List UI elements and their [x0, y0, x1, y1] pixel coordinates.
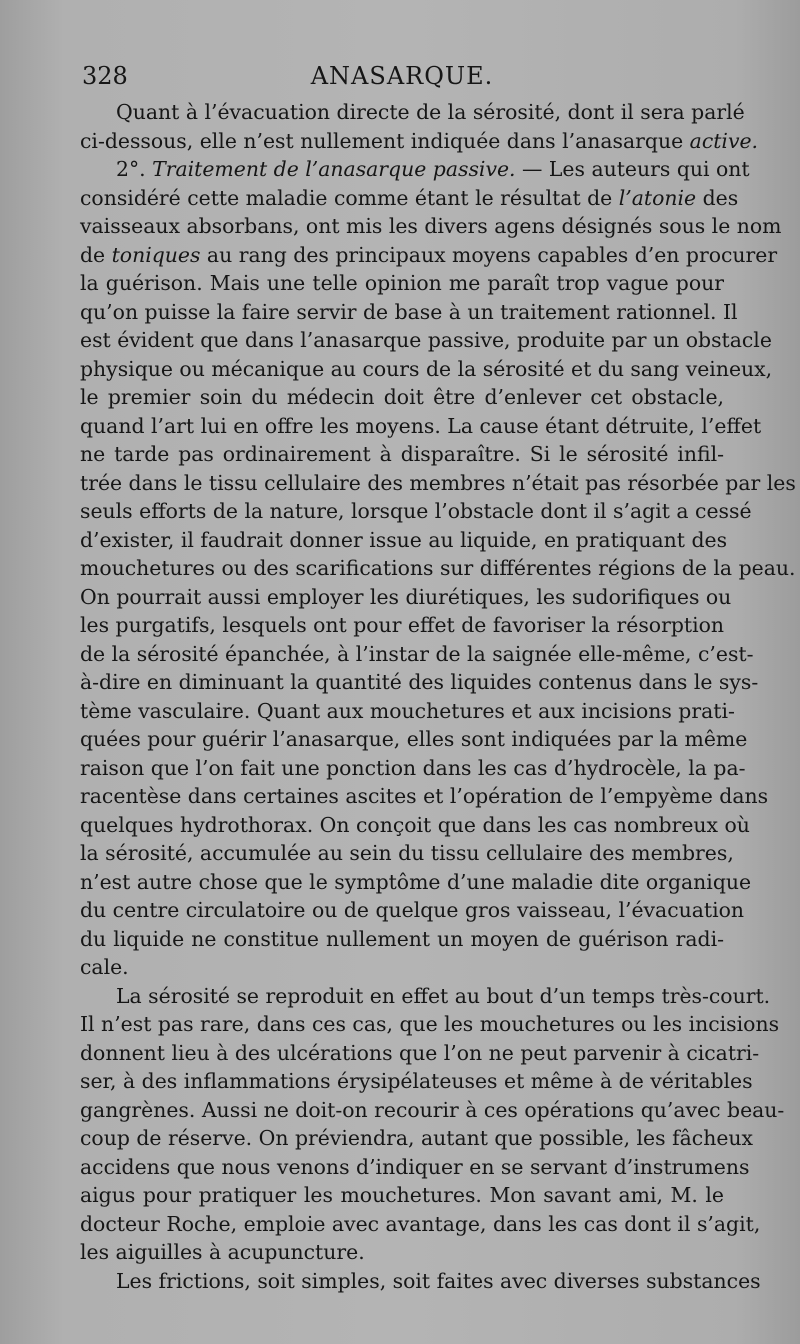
- text-line: [80, 440, 724, 469]
- text-run: considéré cette maladie comme étant le résultat de: [80, 185, 619, 210]
- text-run: qu’on puisse la faire servir de base à un traitement rationnel. Il: [80, 299, 738, 324]
- text-run: du centre circulatoire ou de quelque gros vaisseau, l’évacuation: [80, 898, 745, 922]
- text-line: [80, 1181, 724, 1210]
- text-run: physique ou mécanique au cours de la sérosité et du sang veineux,: [80, 356, 773, 381]
- text-line: [80, 925, 724, 954]
- text-line: [80, 1267, 761, 1296]
- text-line: [80, 98, 745, 127]
- text-line: [80, 1039, 760, 1068]
- italic-text: l’atonie: [618, 185, 697, 210]
- text-line: [80, 469, 796, 498]
- text-run: tème vasculaire. Quant aux mouchetures et aux incisions prati-: [80, 698, 735, 723]
- text-line: [80, 526, 728, 555]
- text-line: [80, 184, 739, 213]
- italic-text: toniques: [111, 242, 201, 267]
- text-line: [80, 1010, 780, 1039]
- text-run: quelques hydrothorax. On conçoit que dans les cas nombreux où: [80, 812, 750, 837]
- text-run: d’exister, il faudrait donner issue au liquide, en pratiquant des: [80, 527, 728, 552]
- text-line: [80, 412, 762, 441]
- text-run: n’est autre chose que le symptôme d’une maladie dite organique: [80, 869, 752, 894]
- text-line: [80, 754, 746, 783]
- text-run: la sérosité, accumulée au sein du tissu cellulaire des membres,: [80, 841, 734, 865]
- text-run: la guérison. Mais une telle opinion me paraît trop vague pour: [80, 271, 724, 295]
- text-line: [80, 326, 772, 355]
- text-line: [80, 640, 754, 669]
- text-run: le premier soin du médecin doit être d’enlever cet obstacle,: [80, 385, 724, 409]
- text-run: au rang des principaux moyens capables d’en procurer: [200, 242, 778, 267]
- text-line: [80, 725, 748, 754]
- text-line: [80, 155, 750, 184]
- text-line: [80, 298, 738, 327]
- text-run: aigus pour pratiquer les mouchetures. Mon savant ami, M. le: [80, 1183, 724, 1207]
- text-line: [80, 782, 769, 811]
- text-run: Il n’est pas rare, dans ces cas, que les mouchetures ou les incisions: [80, 1012, 780, 1036]
- text-line: [80, 355, 773, 384]
- body-text: [80, 98, 796, 1295]
- text-run: ne tarde pas ordinairement à disparaître. Si le sérosité infil-: [80, 442, 724, 466]
- running-title: ANASARQUE.: [310, 62, 494, 90]
- text-line: [80, 953, 724, 982]
- text-line: [80, 383, 724, 412]
- text-run: docteur Roche, emploie avec avantage, dans les cas dont il s’agit,: [80, 1211, 761, 1236]
- text-line: [80, 811, 750, 840]
- text-run: ci-dessous, elle n’est nullement indiquée dans l’anasarque: [80, 128, 690, 153]
- text-run: à-dire en diminuant la quantité des liquides contenus dans le sys-: [80, 670, 759, 694]
- text-run: cale.: [80, 955, 129, 979]
- text-line: [80, 269, 724, 298]
- text-run: est évident que dans l’anasarque passive, produite par un obstacle: [80, 328, 772, 352]
- text-line: [80, 241, 778, 270]
- text-run: trée dans le tissu cellulaire des membres n’était pas résorbée par les: [80, 470, 796, 495]
- text-line: [80, 611, 724, 640]
- text-run: coup de réserve. On préviendra, autant que possible, les fâcheux: [80, 1126, 754, 1150]
- text-run: quées pour guérir l’anasarque, elles sont indiquées par la même: [80, 727, 748, 751]
- text-run: mouchetures ou des scarifications sur différentes régions de la peau.: [80, 556, 796, 580]
- text-line: [80, 668, 759, 697]
- text-run: les purgatifs, lesquels ont pour effet de favoriser la résorption: [80, 613, 724, 637]
- text-line: [80, 554, 796, 583]
- text-line: [80, 896, 745, 925]
- text-run: 2°.: [116, 157, 153, 181]
- text-line: [80, 982, 771, 1011]
- italic-text: Traitement de l’anasarque passive.: [152, 157, 516, 181]
- page-header: [82, 62, 722, 96]
- text-line: [80, 1096, 785, 1125]
- text-line: [80, 868, 752, 897]
- text-run: des: [696, 185, 739, 210]
- text-line: [80, 697, 735, 726]
- text-line: [80, 212, 782, 241]
- text-run: vaisseaux absorbans, ont mis les divers agens désignés sous le nom: [80, 214, 782, 238]
- text-line: [80, 1210, 761, 1239]
- text-run: donnent lieu à des ulcérations que l’on ne peut parvenir à cicatri-: [80, 1040, 760, 1065]
- text-run: de: [80, 242, 112, 267]
- text-run: On pourrait aussi employer les diurétiques, les sudorifiques ou: [80, 584, 732, 609]
- text-run: seuls efforts de la nature, lorsque l’obstacle dont il s’agit a cessé: [80, 499, 752, 523]
- text-run: raison que l’on fait une ponction dans les cas d’hydrocèle, la pa-: [80, 755, 746, 780]
- text-line: [80, 839, 734, 868]
- text-run: ser, à des inflammations érysipélateuses et même à de véritables: [80, 1069, 753, 1093]
- text-line: [80, 1238, 724, 1267]
- text-run: les aiguilles à acupuncture.: [80, 1240, 365, 1264]
- text-run: gangrènes. Aussi ne doit-on recourir à ces opérations qu’avec beau-: [80, 1097, 785, 1122]
- text-run: quand l’art lui en offre les moyens. La cause étant détruite, l’effet: [80, 413, 762, 438]
- text-run: de la sérosité épanchée, à l’instar de la saignée elle-même, c’est-: [80, 641, 754, 666]
- text-run: racentèse dans certaines ascites et l’opération de l’empyème dans: [80, 784, 769, 808]
- text-run: La sérosité se reproduit en effet au bout d’un temps très-court.: [116, 983, 771, 1008]
- text-line: [80, 497, 752, 526]
- text-run: accidens que nous venons d’indiquer en se servant d’instrumens: [80, 1154, 750, 1179]
- text-run: Quant à l’évacuation directe de la sérosité, dont il sera parlé: [116, 100, 745, 124]
- text-line: [80, 1153, 750, 1182]
- text-line: [80, 1067, 753, 1096]
- text-run: — Les auteurs qui ont: [515, 157, 750, 181]
- page-number: 328: [82, 62, 128, 90]
- text-line: [80, 127, 759, 156]
- text-line: [80, 1124, 754, 1153]
- italic-text: active.: [689, 128, 759, 153]
- text-run: du liquide ne constitue nullement un moyen de guérison radi-: [80, 926, 724, 951]
- text-run: Les frictions, soit simples, soit faites avec diverses substances: [116, 1268, 761, 1293]
- text-line: [80, 583, 732, 612]
